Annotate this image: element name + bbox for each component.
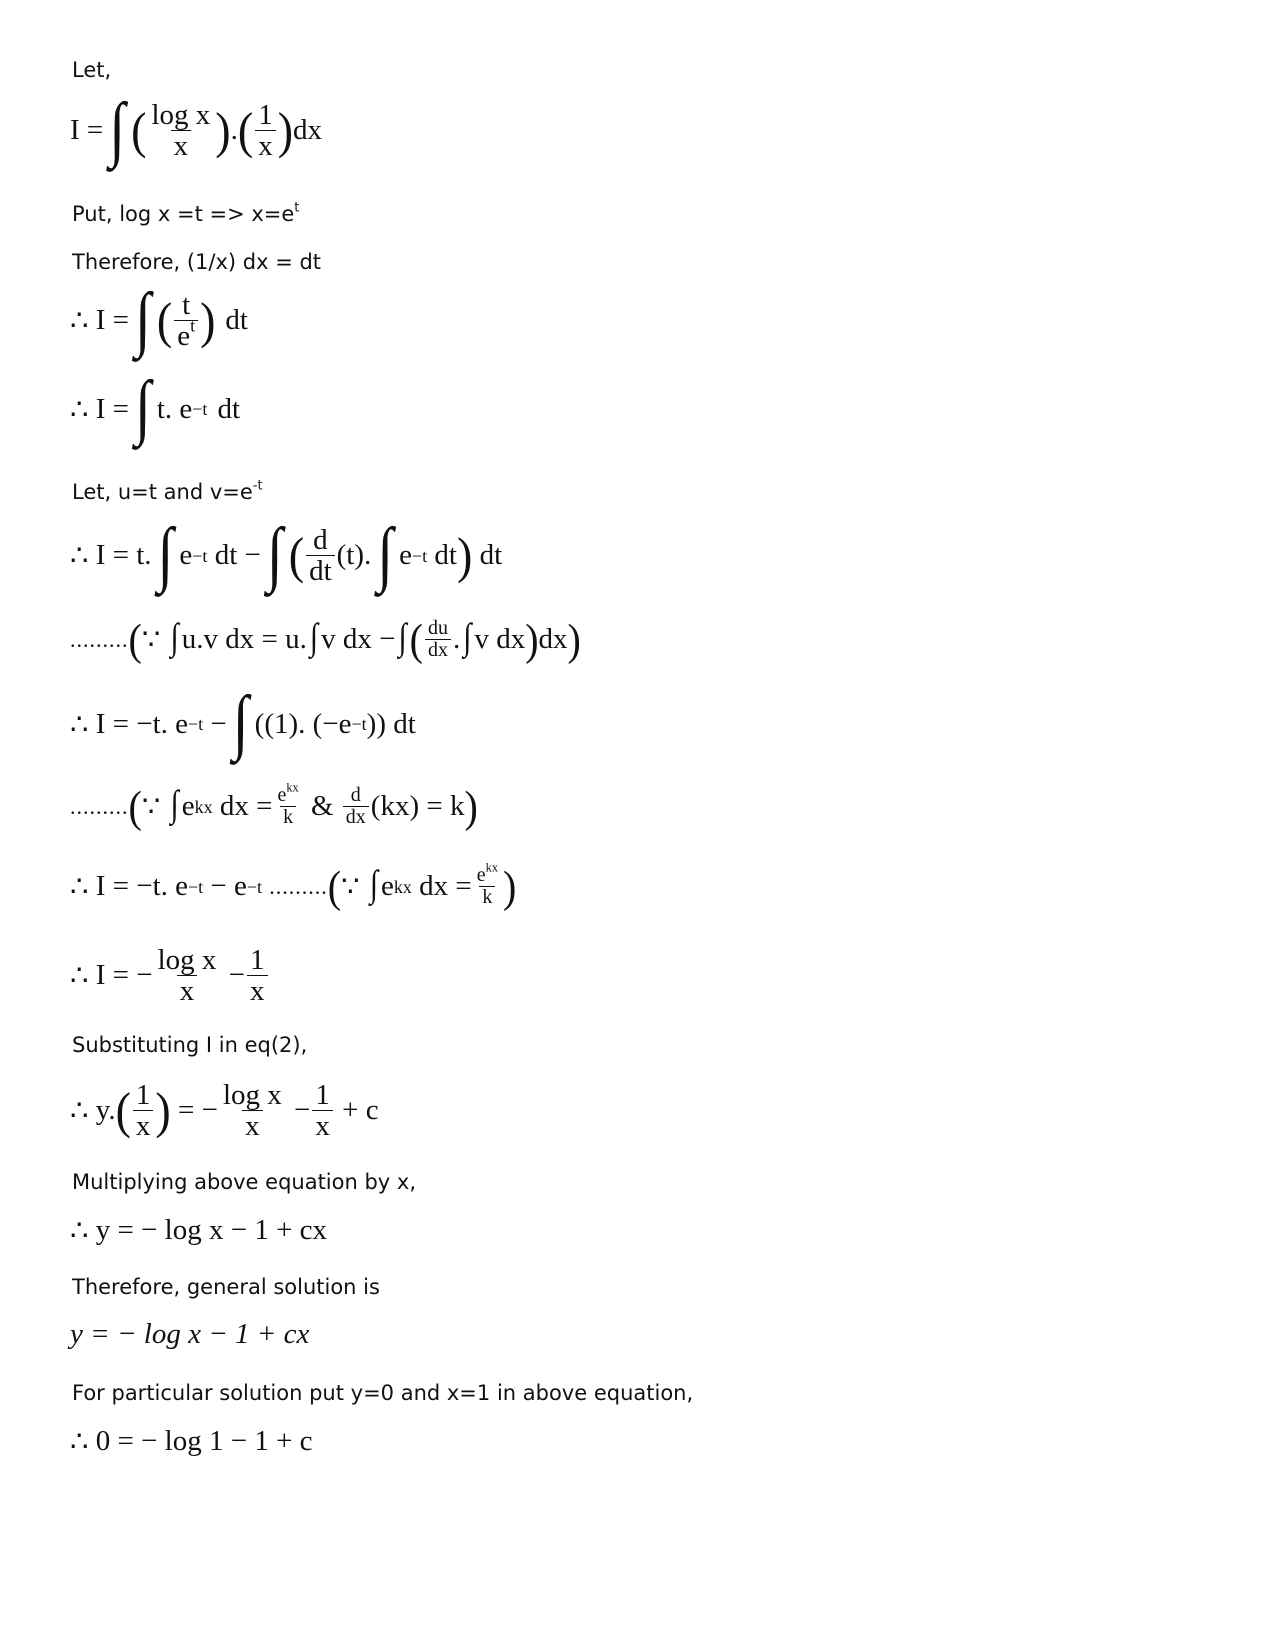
equation-exp-rule: ......... ( ∵ ∫ e kx dx = $\frac{e^{kx}}{k}$ & $\frac{d}{dx}$ (kx) = k ) xyxy=(70,780,478,831)
text-parts-choice: Let, u=t and $v=e^{-t}$ xyxy=(72,478,263,504)
text-particular-solution: For particular solution put y=0 and x=1 in above equation, xyxy=(72,1381,694,1405)
equation-particular: ∴ 0 = − log 1 − 1 + c xyxy=(70,1425,313,1458)
equation-substituted: ∴ I = ∫ ( $\frac{t}{e^t}$ ) dt xyxy=(70,277,248,359)
text-multiplying: Multiplying above equation by x, xyxy=(72,1170,417,1194)
equation-integral-definition: I = ∫ ( $\frac{\text{log x}}{x}$ ) . ( $\frac{1}{x}$ ) dx xyxy=(70,87,323,169)
equation-general-solution: y = − log x − 1 + cx xyxy=(70,1318,310,1350)
text-differential: Therefore, (1/x) dx = dt xyxy=(72,250,322,274)
text-let: Let, xyxy=(72,58,112,82)
equation-parts-evaluated: ∴ I = −t. e −t − ∫ ((1). (−e −t )) dt xyxy=(70,680,416,762)
equation-integral-result: ∴ I = −t. e −t − e −t ......... ( ∵ ∫ e kx dx = $\frac{e^{kx}}{k}$ ) xyxy=(70,860,517,911)
equation-I-in-x: ∴ I = − $\frac{\text{log x}}{x}$ − $\frac{1}{x}$ xyxy=(70,945,270,1007)
text-substitution: Put, $\log x =t => x=e^t$ xyxy=(72,200,300,226)
equation-parts-formula: ......... ( ∵ ∫ u.v dx = u. ∫ v dx − ∫ ( $\frac{du}{dx}$ . ∫ v dx ) dx ) xyxy=(70,614,581,664)
equation-integral-te: ∴ I = ∫ t. e −t dt xyxy=(70,365,240,447)
equation-by-parts: ∴ I = t. ∫ e −t dt − ∫ ( $\frac{d}{dt}$ (t). ∫ e −t dt ) dt xyxy=(70,512,503,594)
equation-y-over-x: ∴ y. ( $\frac{1}{x}$ ) = − $\frac{\text{log x}}{x}$ − $\frac{1}{x}$ + c xyxy=(70,1079,379,1143)
text-substituting: Substituting I in eq(2), xyxy=(72,1033,308,1057)
text-general-solution: Therefore, general solution is xyxy=(72,1275,380,1299)
equation-y-solved: ∴ y = − log x − 1 + cx xyxy=(70,1214,328,1247)
